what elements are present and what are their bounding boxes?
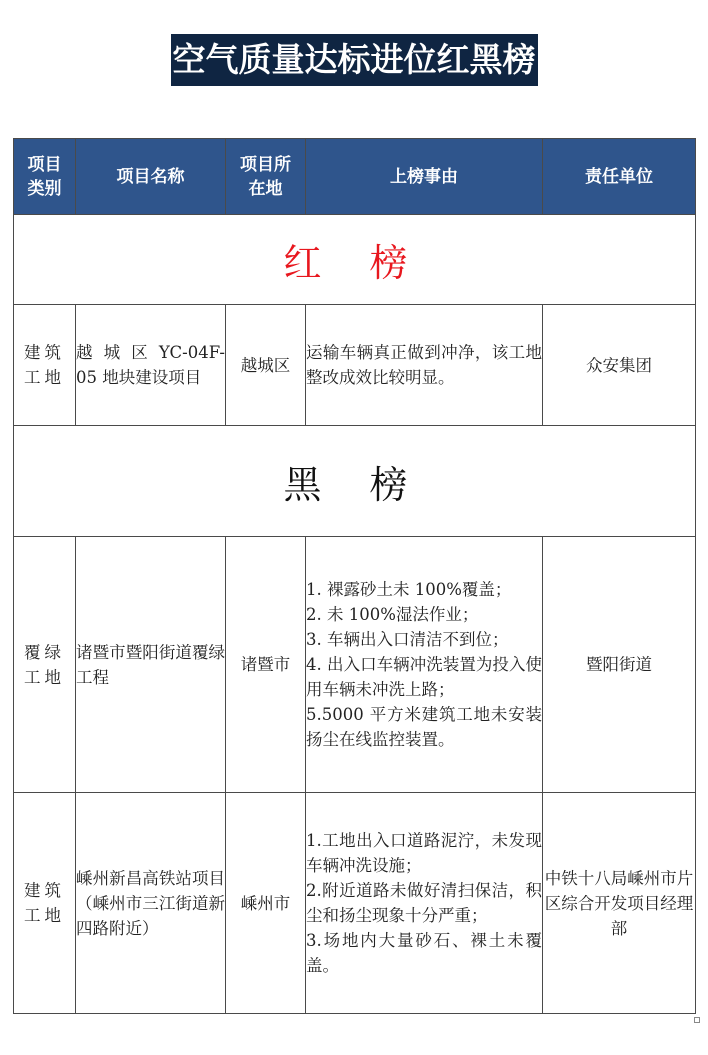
black-section-row xyxy=(14,426,696,537)
reason-line: 4. 出入口车辆冲洗装置为投入使用车辆未冲洗上路； xyxy=(306,655,542,699)
row-location: 诸暨市 xyxy=(226,537,306,793)
table-row xyxy=(14,305,696,426)
reason-line: 2. 未 100%湿法作业； xyxy=(306,605,479,624)
header-name: 项目名称 xyxy=(76,139,226,215)
table-resize-handle[interactable] xyxy=(694,1017,700,1023)
table-row xyxy=(14,537,696,793)
header-unit: 责任单位 xyxy=(543,139,696,215)
row-category: 建筑工地 xyxy=(14,305,76,426)
row-project-name: 嵊州新昌高铁站项目（嵊州市三江街道新四路附近） xyxy=(76,793,226,1014)
row-location: 越城区 xyxy=(226,305,306,426)
header-row xyxy=(14,139,696,215)
header-location-line-1: 项目所 xyxy=(240,154,291,175)
table-row xyxy=(14,793,696,1014)
header-category-line-2: 类别 xyxy=(27,178,62,199)
row-project-name: 越 城 区 YC-04F-05 地块建设项目 xyxy=(76,305,226,426)
page-title: 空气质量达标进位红黑榜 xyxy=(171,34,538,86)
red-section-row xyxy=(14,215,696,305)
header-category xyxy=(14,139,76,215)
reason-line: 5.5000 平方米建筑工地未安装扬尘在线监控装置。 xyxy=(306,705,542,749)
row-responsible-unit: 暨阳街道 xyxy=(543,537,696,793)
reason-line: 3.场地内大量砂石、裸土未覆盖。 xyxy=(306,931,542,975)
reason-line: 3. 车辆出入口清洁不到位； xyxy=(306,630,509,649)
reason-line: 运输车辆真正做到冲净，该工地整改成效比较明显。 xyxy=(306,343,542,387)
row-location: 嵊州市 xyxy=(226,793,306,1014)
header-category-line-1: 项目 xyxy=(27,154,62,175)
row-responsible-unit: 众安集团 xyxy=(543,305,696,426)
red-black-board-table xyxy=(13,138,696,1014)
row-reason xyxy=(306,537,543,793)
header-location-line-2: 在地 xyxy=(248,178,283,199)
row-reason xyxy=(306,305,543,426)
header-location xyxy=(226,139,306,215)
reason-line: 1. 裸露砂土未 100%覆盖； xyxy=(306,580,512,599)
reason-line: 1.工地出入口道路泥泞，未发现车辆冲洗设施； xyxy=(306,831,542,875)
black-section-title: 黑 榜 xyxy=(14,426,696,537)
header-reason: 上榜事由 xyxy=(306,139,543,215)
row-category: 建筑工地 xyxy=(14,793,76,1014)
row-responsible-unit: 中铁十八局嵊州市片区综合开发项目经理部 xyxy=(543,793,696,1014)
reason-line: 2.附近道路未做好清扫保洁，积尘和扬尘现象十分严重； xyxy=(306,881,542,925)
row-project-name: 诸暨市暨阳街道覆绿工程 xyxy=(76,537,226,793)
row-category: 覆绿工地 xyxy=(14,537,76,793)
red-section-title: 红 榜 xyxy=(14,215,696,305)
title-wrap xyxy=(0,34,708,86)
row-reason xyxy=(306,793,543,1014)
